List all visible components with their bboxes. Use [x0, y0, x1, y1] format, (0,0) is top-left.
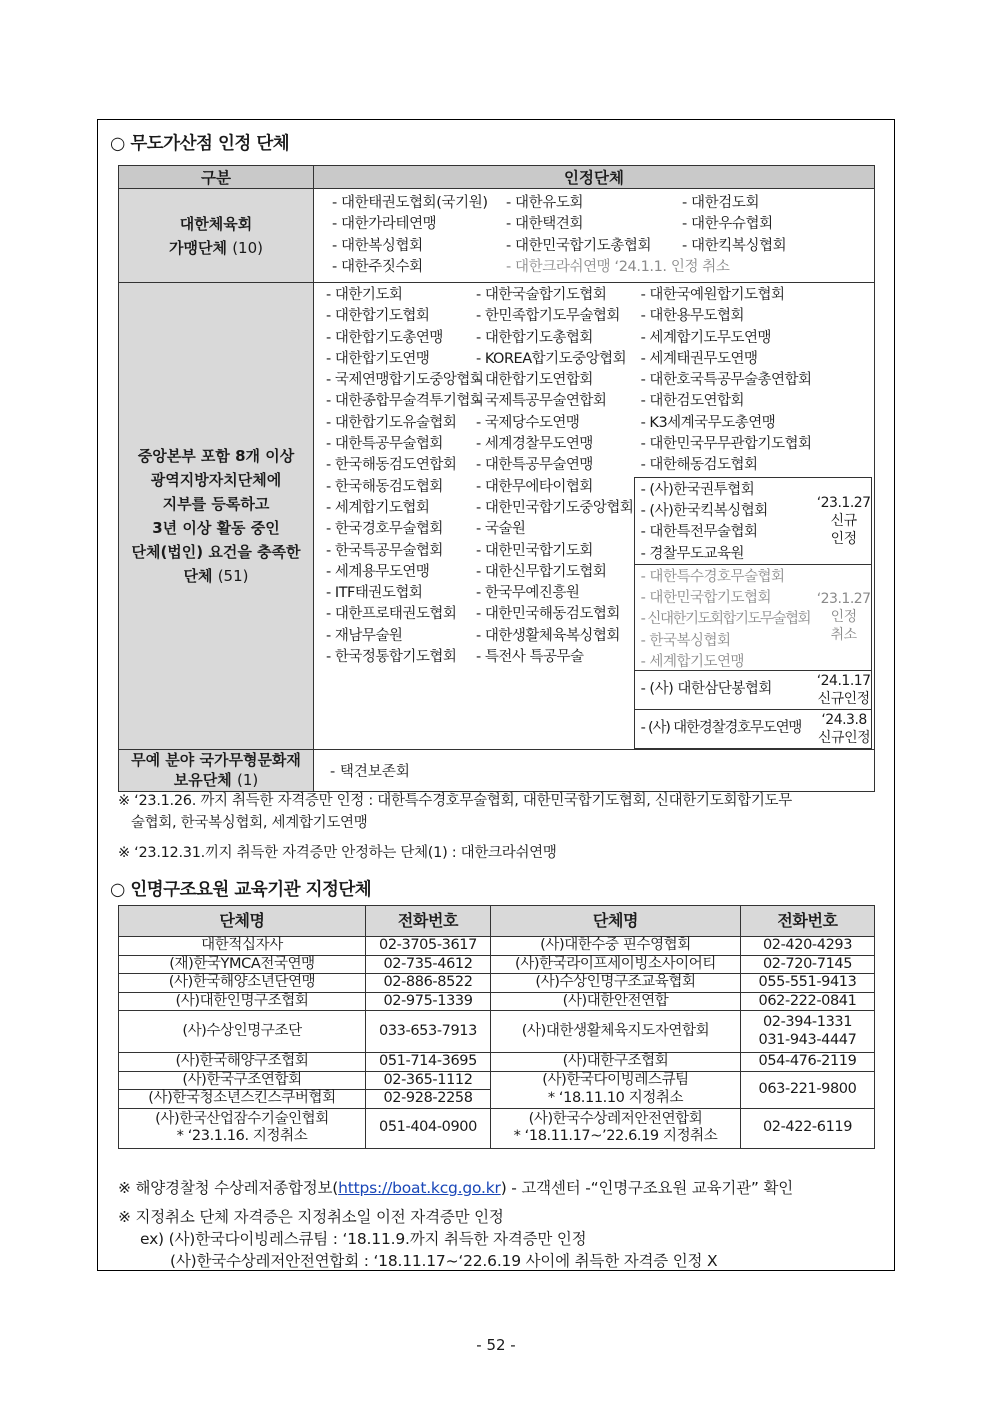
new-org-box-2024-jan: - (사) 대한삼단봉협회 ‘24.1.17 신규인정: [634, 670, 872, 710]
example-1: ex) (사)한국다이빙레스큐팀 : ‘18.11.9.까지 취득한 자격증만 인정: [140, 1230, 587, 1248]
table-row: (재)한국YMCA전국연맹 02-735-4612 (사)한국라이프세이빙소사이어티 02-720-7145: [119, 955, 875, 974]
section-title-martial-arts: ○ 무도가산점 인정 단체: [110, 134, 290, 154]
reference-note: ※ 해양경찰청 수상레저종합정보(https://boat.kcg.go.kr) - 고객센터 -“인명구조요원 교육기관” 확인: [118, 1179, 794, 1197]
header-orgs: 인정단체: [314, 166, 875, 189]
kso-col1: - 대한태권도협회(국기원) - 대한가라테연맹 - 대한복싱협회 - 대한주짓수회: [332, 194, 488, 275]
section-title-lifeguard: ○ 인명구조요원 교육기관 지정단체: [110, 880, 372, 900]
category-heritage: 무예 분야 국가무형문화재 보유단체 (1): [119, 749, 314, 791]
regional-col3: - 대한국예원합기도협회 - 대한용무도협회 - 세계합기도무도연맹 - 세계태권무도연맹 - 대한호국특공무술총연합회 - 대한검도연합회 - K3세계국무도총연맹 - 대한민국무무관합기도협회 - 대한해동검도협회 - (사)한국권투협회 - (사)한국킥복싱협회 - 대한특전무술협회 - 경찰무도교육원 ‘23.1.27 신규 인정 - 대한특수경호무술협회 - 대한민국합기도협회 - 신대한기도회합기도무술협회 - 한국복싱협회 - 세계합기도연맹 ‘23.1.27 인정 취소 - (사) 대한삼단봉협회 ‘24.1.17 신규인정 - (사) 대한경찰경호무도연맹 ‘24.3.8 신규인정: [635, 285, 874, 749]
lifeguard-institution-table: [118, 905, 875, 1149]
col-header-phone: 전화번호: [366, 906, 491, 937]
cancelled-org-note: - 대한크라쉬연맹 ‘24.1.1. 인정 취소: [506, 258, 730, 275]
table-row: (사)수상인명구조단 033-653-7913 (사)대한생활체육지도자연합회 02-394-1331 031-943-4447: [119, 1011, 875, 1053]
org-heritage: - 택견보존회: [314, 749, 875, 791]
table-row: 대한적십자사 02-3705-3617 (사)대한수중 핀수영협회 02-420-4293: [119, 937, 875, 956]
col-header-phone-2: 전화번호: [741, 906, 875, 937]
orgs-regional: [314, 283, 875, 750]
table-row: (사)한국청소년스킨스쿠버협회 02-928-2258: [119, 1090, 875, 1109]
kso-col2: - 대한유도회 - 대한택견회 - 대한민국합기도총협회 - 대한크라쉬연맹 ‘24.1.1. 인정 취소: [506, 193, 682, 278]
table-row: (사)한국해양소년단연맹 02-886-8522 (사)수상인명구조교육협회 055-551-9413: [119, 974, 875, 993]
table-row: (사)한국해양구조협회 051-714-3695 (사)대한구조협회 054-476-2119: [119, 1053, 875, 1072]
boat-kcg-link[interactable]: https://boat.kcg.go.kr: [338, 1179, 501, 1197]
table-row: (사)한국구조연합회 02-365-1112 (사)한국다이빙레스큐팀 * ‘18.11.10 지정취소 063-221-9800: [119, 1071, 875, 1090]
table-row: (사)대한인명구조협회 02-975-1339 (사)대한안전연합 062-222-0841: [119, 992, 875, 1011]
qualification-notes: ※ ‘23.1.26. 까지 취득한 자격증만 인정 : 대한특수경호무술협회, 대한민국합기도협회, 신대한기도회합기도무 술협회, 한국복싱협회, 세계합기도연맹 ※ ‘23.12.31.끼지 취득한 자격증만 안정하는 단체(1) : 대한크라쉬연맹: [118, 793, 792, 861]
col-header-org: 단체명: [119, 906, 366, 937]
new-org-box-2024-mar: - (사) 대한경찰경호무도연맹 ‘24.3.8 신규인정: [634, 709, 872, 749]
kso-col3: - 대한검도회 - 대한우슈협회 - 대한킥복싱협회: [682, 194, 787, 254]
regional-col2: - 대한국술합기도협회 - 한민족합기도무술협회 - 대한합기도총협회 - KOREA합기도중앙협회 - 대한합기도연합회 - 국제특공무술연합회 - 국제당수도연맹 - 세계경찰무도연맹 - 대한특공무술연맹 - 대한무에타이협회 - 대한민국합기도중앙협회 - 국술원 - 대한민국합기도회 - 대한신무합기도협회 - 한국무예진흥원 - 대한민국해동검도협회 - 대한생활체육복싱협회 - 특전사 특공무술: [476, 287, 634, 666]
cancel-note: ※ 지정취소 단체 자격증은 지정취소일 이전 자격증만 인정: [118, 1208, 504, 1226]
new-orgs-box-2023: - (사)한국권투협회 - (사)한국킥복싱협회 - 대한특전무술협회 - 경찰무도교육원 ‘23.1.27 신규 인정: [634, 477, 872, 565]
category-kso-main: 대한체육회: [179, 214, 253, 233]
col-header-org-2: 단체명: [491, 906, 741, 937]
table-row: (사)한국산업잠수기술인협회 * ‘23.1.16. 지정취소 051-404-0900 (사)한국수상레저안전연합회 * ‘18.11.17~’22.6.19 지정취소 02-422-6119: [119, 1108, 875, 1148]
regional-col1: - 대한기도회 - 대한합기도협회 - 대한합기도총연맹 - 대한합기도연맹 - 국제연맹합기도중앙협회 - 대한종합무술격투기협회 - 대한합기도유술협회 - 대한특공무술협회 - 한국해동검도연합회 - 한국해동검도협회 - 세계합기도협회 - 한국경호무술협회 - 한국특공무술협회 - 세계용무도연맹 - ITF태권도협회 - 대한프로태권도협회 - 재남무술원 - 한국정통합기도협회: [326, 287, 484, 666]
cancelled-orgs-box-2023: - 대한특수경호무술협회 - 대한민국합기도협회 - 신대한기도회합기도무술협회 - 한국복싱협회 - 세계합기도연맹 ‘23.1.27 인정 취소: [634, 564, 872, 671]
martial-arts-org-table: [118, 165, 875, 792]
header-category: 구분: [119, 166, 314, 189]
page-number: - 52 -: [476, 1336, 516, 1354]
orgs-kso: [314, 189, 875, 283]
category-kso: [119, 189, 314, 283]
example-2: (사)한국수상레저안전연합회 : ‘18.11.17~‘22.6.19 사이에 취득한 자격증 인정 X: [170, 1252, 718, 1270]
category-regional: 중앙본부 포함 8개 이상 광역지방자치단체에 지부를 등록하고 3년 이상 활동 중인 단체(법인) 요건을 충족한 단체 (51): [119, 283, 314, 750]
category-kso-sub: 가맹단체 (10): [169, 238, 263, 257]
